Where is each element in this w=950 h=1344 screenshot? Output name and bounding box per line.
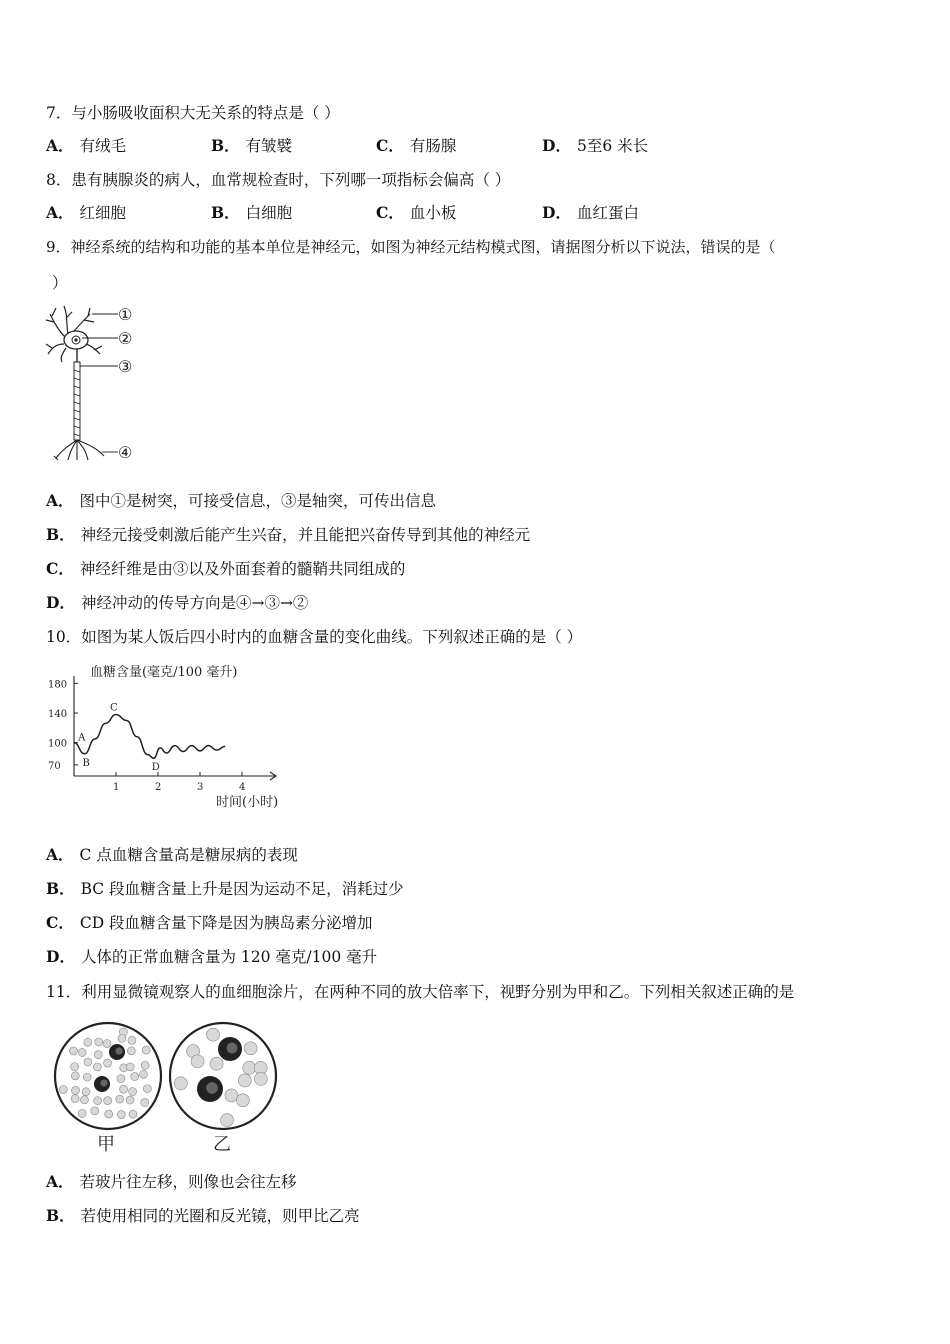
red-blood-cell [59, 1086, 67, 1094]
red-blood-cell [95, 1038, 103, 1046]
red-blood-cell [105, 1110, 113, 1118]
option-text: 红细胞 [79, 204, 127, 222]
option-label: B． [46, 879, 75, 898]
q9-option-a[interactable] [46, 491, 436, 511]
red-blood-cell [243, 1061, 256, 1074]
option-label: B． [211, 136, 240, 155]
neuron-figure [44, 300, 154, 470]
option-label: A． [46, 1172, 74, 1191]
red-blood-cell [236, 1094, 249, 1107]
red-blood-cell [141, 1098, 149, 1106]
option-label: D． [542, 203, 571, 222]
option-label: A． [46, 491, 74, 510]
option-text: 人体的正常血糖含量为 120 毫克/100 毫升 [80, 948, 378, 966]
red-blood-cell [126, 1063, 134, 1071]
point-label-d: D [151, 762, 160, 774]
q10-stem: 10．如图为某人饭后四小时内的血糖含量的变化曲线。下列叙述正确的是（ ） [46, 628, 583, 646]
red-blood-cell [254, 1072, 267, 1085]
point-label-b: B [82, 757, 90, 769]
red-blood-cell [84, 1058, 92, 1066]
option-text: 神经元接受刺激后能产生兴奋，并且能把兴奋传导到其他的神经元 [80, 526, 531, 544]
option-text: BC 段血糖含量上升是因为运动不足，消耗过少 [80, 880, 404, 898]
q8-option-a[interactable] [46, 203, 126, 223]
option-text: 若使用相同的光圈和反光镜，则甲比乙亮 [80, 1207, 360, 1225]
red-blood-cell [141, 1061, 149, 1069]
red-blood-cell [104, 1059, 112, 1067]
red-blood-cell [238, 1074, 251, 1087]
red-blood-cell [83, 1073, 91, 1081]
red-blood-cell [129, 1110, 137, 1118]
red-blood-cell [143, 1085, 151, 1093]
option-label: C． [46, 559, 74, 578]
red-blood-cell [210, 1057, 223, 1070]
red-blood-cell [225, 1089, 238, 1102]
y-tick-label: 70 [48, 760, 61, 772]
red-blood-cell [129, 1088, 137, 1096]
field-label-jia: 甲 [97, 1134, 115, 1155]
q8-stem: 8．患有胰腺炎的病人，血常规检查时，下列哪一项指标会偏高（ ） [46, 171, 511, 189]
red-blood-cell [120, 1085, 128, 1093]
neuron-label-1: ① [118, 305, 133, 324]
x-tick-label: 2 [155, 782, 162, 793]
red-blood-cell [104, 1097, 112, 1105]
y-tick-label: 180 [48, 679, 68, 691]
neuron-label-3: ③ [118, 357, 133, 376]
red-blood-cell [69, 1047, 77, 1055]
neuron-label-4: ④ [118, 443, 133, 462]
red-blood-cell [128, 1036, 136, 1044]
option-label: A． [46, 203, 74, 222]
blood-glucose-chart [44, 656, 294, 816]
option-text: 有绒毛 [79, 137, 127, 155]
option-text: C 点血糖含量高是糖尿病的表现 [79, 846, 298, 864]
q11-stem: 11．利用显微镜观察人的血细胞涂片，在两种不同的放大倍率下，视野分别为甲和乙。下列相关叙述正确的是 [46, 983, 795, 1001]
q9-stem-end: ） [52, 274, 68, 292]
red-blood-cell [220, 1114, 233, 1127]
option-text: 图中①是树突，可接受信息，③是轴突，可传出信息 [79, 492, 437, 510]
q10-option-b[interactable] [46, 879, 404, 899]
option-label: B． [46, 1206, 75, 1225]
x-axis-label: 时间(小时) [216, 795, 279, 810]
option-text: 血红蛋白 [576, 204, 639, 222]
red-blood-cell [93, 1063, 101, 1071]
red-blood-cell [91, 1107, 99, 1115]
option-text: 有肠腺 [409, 137, 457, 155]
cell-nucleus [115, 1047, 122, 1054]
point-label-a: A [78, 732, 86, 744]
red-blood-cell [94, 1051, 102, 1059]
q7-option-c[interactable] [376, 136, 456, 156]
x-tick-label: 4 [239, 782, 246, 793]
red-blood-cell [117, 1075, 125, 1083]
red-blood-cell [174, 1077, 187, 1090]
cell-nucleus [206, 1082, 218, 1094]
q7-option-d[interactable] [542, 136, 648, 156]
red-blood-cell [71, 1086, 79, 1094]
q10-option-a[interactable] [46, 845, 298, 865]
red-blood-cell [71, 1063, 79, 1071]
red-blood-cell [244, 1042, 257, 1055]
chart-title: 血糖含量(毫克/100 毫升) [90, 665, 238, 680]
option-label: D． [46, 947, 75, 966]
option-label: A． [46, 136, 74, 155]
red-blood-cell [117, 1111, 125, 1119]
q9-option-d[interactable] [46, 593, 308, 613]
red-blood-cell [126, 1096, 134, 1104]
red-blood-cell [82, 1088, 90, 1096]
neuron-label-2: ② [118, 329, 133, 348]
x-tick-label: 3 [197, 782, 204, 793]
red-blood-cell [131, 1072, 139, 1080]
field-label-yi: 乙 [213, 1134, 231, 1155]
option-label: A． [46, 845, 74, 864]
option-text: 神经冲动的传导方向是④→③→② [80, 594, 309, 612]
red-blood-cell [80, 1096, 88, 1104]
q10-option-c[interactable] [46, 913, 373, 933]
q9-option-b[interactable] [46, 525, 530, 545]
option-label: B． [211, 203, 240, 222]
red-blood-cell [127, 1047, 135, 1055]
red-blood-cell [116, 1095, 124, 1103]
option-text: 有皱襞 [245, 137, 293, 155]
option-text: 若玻片往左移，则像也会往左移 [79, 1173, 297, 1191]
red-blood-cell [191, 1055, 204, 1068]
q10-option-d[interactable] [46, 947, 377, 967]
microscope-fields-figure [50, 1012, 290, 1162]
q9-stem: 9．神经系统的结构和功能的基本单位是神经元，如图为神经元结构模式图，请据图分析以下说法，错误的是（ [46, 238, 776, 256]
red-blood-cell [103, 1040, 111, 1048]
option-text: 血小板 [409, 204, 457, 222]
red-blood-cell [94, 1097, 102, 1105]
y-tick-label: 100 [48, 738, 68, 750]
q11-option-b[interactable] [46, 1206, 360, 1226]
option-label: C． [376, 136, 404, 155]
cell-nucleus [227, 1043, 238, 1054]
option-text: 白细胞 [245, 204, 293, 222]
q11-option-a[interactable] [46, 1172, 297, 1192]
option-label: C． [46, 913, 74, 932]
red-blood-cell [142, 1046, 150, 1054]
q8-option-d[interactable] [542, 203, 639, 223]
q7-option-b[interactable] [211, 136, 292, 156]
q8-option-c[interactable] [376, 203, 456, 223]
red-blood-cell [139, 1070, 147, 1078]
option-label: B． [46, 525, 75, 544]
q7-option-a[interactable] [46, 136, 126, 156]
option-text: 5至6 米长 [576, 137, 649, 155]
option-label: D． [46, 593, 75, 612]
option-label: D． [542, 136, 571, 155]
q9-option-c[interactable] [46, 559, 405, 579]
red-blood-cell [71, 1072, 79, 1080]
red-blood-cell [207, 1028, 220, 1041]
red-blood-cell [84, 1038, 92, 1046]
option-label: C． [376, 203, 404, 222]
red-blood-cell [78, 1048, 86, 1056]
point-label-c: C [110, 702, 118, 714]
q7-stem: 7．与小肠吸收面积大无关系的特点是（ ） [46, 104, 340, 122]
red-blood-cell [118, 1034, 126, 1042]
red-blood-cell [78, 1109, 86, 1117]
cell-nucleus [100, 1079, 107, 1086]
red-blood-cell [71, 1095, 79, 1103]
option-text: CD 段血糖含量下降是因为胰岛素分泌增加 [79, 914, 373, 932]
q8-option-b[interactable] [211, 203, 292, 223]
option-text: 神经纤维是由③以及外面套着的髓鞘共同组成的 [79, 560, 406, 578]
series-line [74, 715, 225, 759]
y-tick-label: 140 [48, 709, 68, 721]
x-tick-label: 1 [113, 782, 120, 793]
